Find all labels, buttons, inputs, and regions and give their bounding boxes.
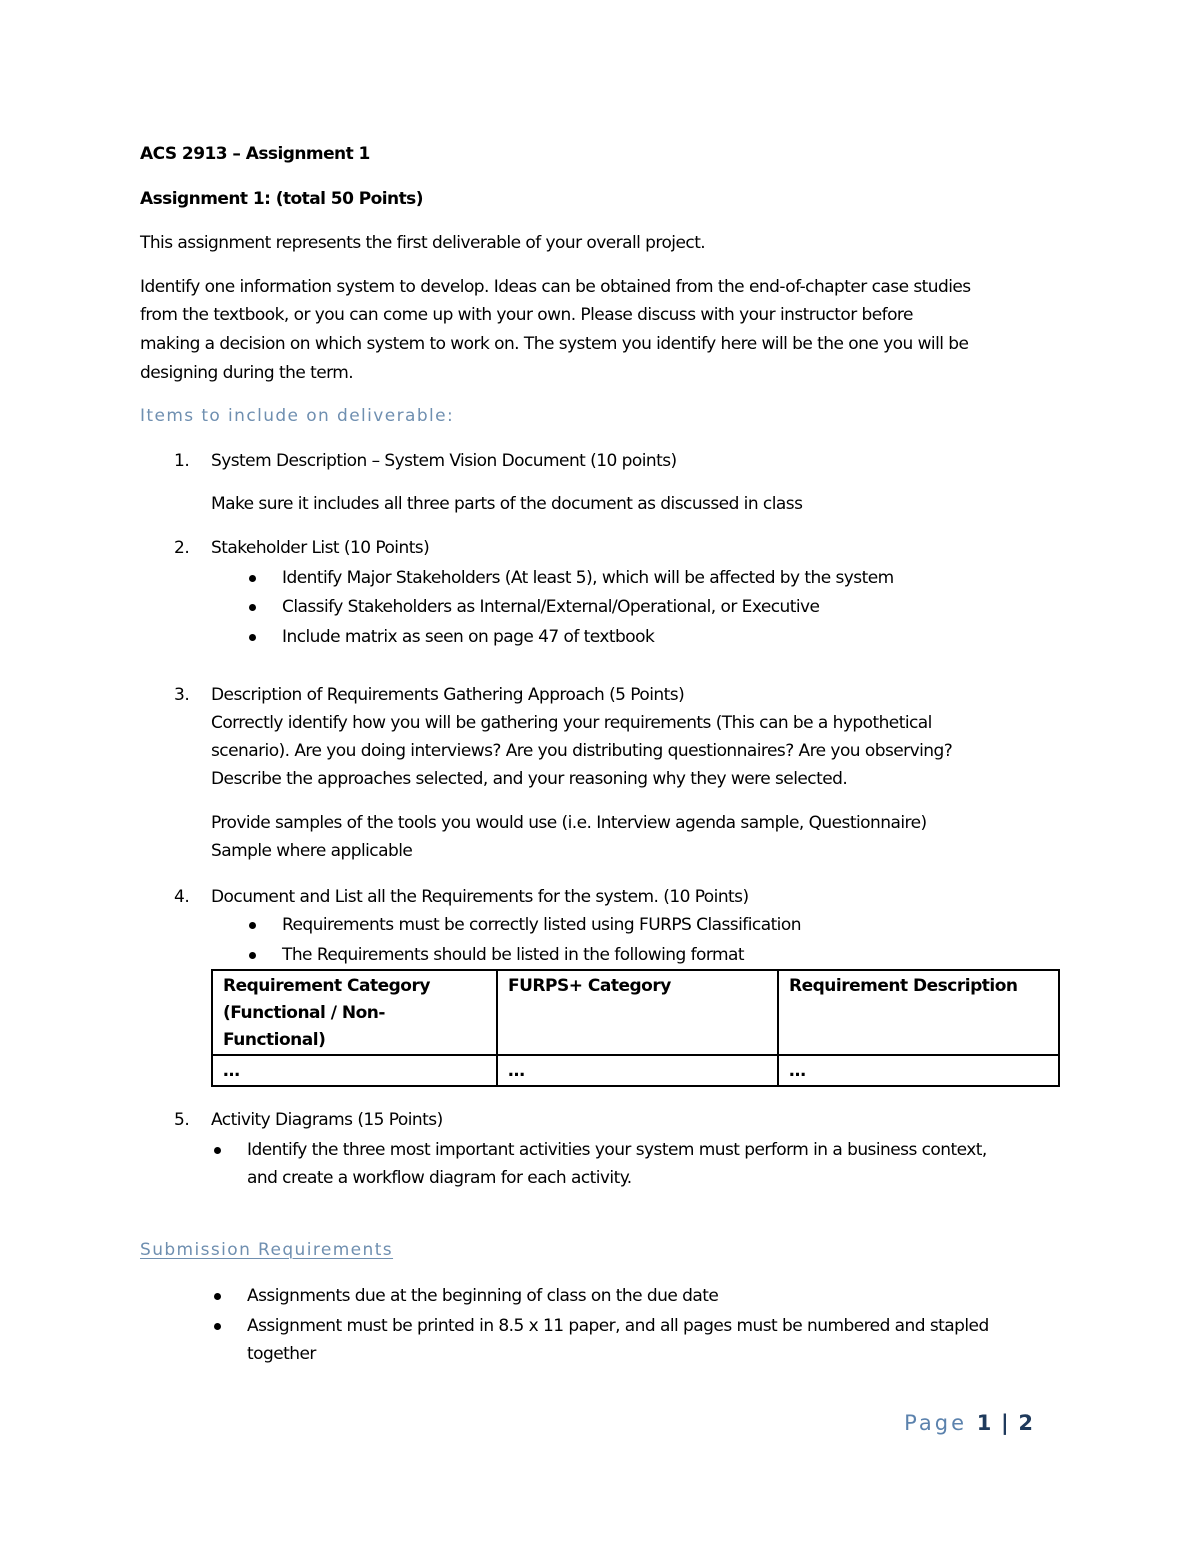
list-item: Include matrix as seen on page 47 of textbook bbox=[282, 627, 655, 647]
page-footer bbox=[904, 1411, 1033, 1435]
table-header-cell bbox=[212, 970, 497, 1055]
item-text-line: Describe the approaches selected, and your reasoning why they were selected. bbox=[211, 769, 848, 789]
list-item: Identify the three most important activities your system must perform in a business context, bbox=[247, 1140, 987, 1160]
item-number: 5. bbox=[174, 1110, 190, 1130]
bullet-icon bbox=[214, 1147, 221, 1154]
bullet-icon bbox=[249, 952, 256, 959]
paragraph-line: Identify one information system to develop. Ideas can be obtained from the end-of-chapter case studies bbox=[140, 277, 971, 297]
item-number: 3. bbox=[174, 685, 190, 705]
table-header-cell bbox=[497, 970, 778, 1055]
bullet-icon bbox=[249, 634, 256, 641]
header-line: Requirement Description bbox=[789, 976, 1018, 996]
table-header-cell bbox=[778, 970, 1059, 1055]
items-heading: Items to include on deliverable: bbox=[140, 406, 455, 426]
item-number: 4. bbox=[174, 887, 190, 907]
intro-text: This assignment represents the first deliverable of your overall project. bbox=[140, 233, 706, 253]
paragraph-line: designing during the term. bbox=[140, 363, 354, 383]
item-text-line: scenario). Are you doing interviews? Are you distributing questionnaires? Are you observing? bbox=[211, 741, 953, 761]
item-note: Make sure it includes all three parts of the document as discussed in class bbox=[211, 494, 803, 514]
header-line: Functional) bbox=[223, 1030, 326, 1050]
item-title: Document and List all the Requirements for the system. (10 Points) bbox=[211, 887, 749, 907]
header-line: FURPS+ Category bbox=[508, 976, 671, 996]
total-pages: 2 bbox=[1018, 1411, 1033, 1435]
bullet-icon bbox=[214, 1323, 221, 1330]
paragraph-line: making a decision on which system to work on. The system you identify here will be the one you will be bbox=[140, 334, 969, 354]
table-header-row bbox=[212, 970, 1059, 1055]
table-cell: … bbox=[212, 1055, 497, 1086]
paragraph-line: from the textbook, or you can come up with your own. Please discuss with your instructor before bbox=[140, 305, 913, 325]
bullet-icon bbox=[249, 922, 256, 929]
table-row bbox=[212, 1055, 1059, 1086]
page-word: Page bbox=[904, 1411, 968, 1435]
item-number: 2. bbox=[174, 538, 190, 558]
list-item: Requirements must be correctly listed using FURPS Classification bbox=[282, 915, 801, 935]
bullet-icon bbox=[214, 1293, 221, 1300]
item-title: Activity Diagrams (15 Points) bbox=[211, 1110, 443, 1130]
list-item: The Requirements should be listed in the following format bbox=[282, 945, 745, 965]
list-item: together bbox=[247, 1344, 316, 1364]
item-title: Stakeholder List (10 Points) bbox=[211, 538, 430, 558]
list-item: Assignment must be printed in 8.5 x 11 paper, and all pages must be numbered and stapled bbox=[247, 1316, 989, 1336]
assignment-subtitle: Assignment 1: (total 50 Points) bbox=[140, 189, 423, 209]
item-number: 1. bbox=[174, 451, 190, 471]
item-text-line: Provide samples of the tools you would use (i.e. Interview agenda sample, Questionnaire) bbox=[211, 813, 927, 833]
item-title: System Description – System Vision Document (10 points) bbox=[211, 451, 677, 471]
table-cell: … bbox=[778, 1055, 1059, 1086]
list-item: Identify Major Stakeholders (At least 5), which will be affected by the system bbox=[282, 568, 894, 588]
list-item: Assignments due at the beginning of class on the due date bbox=[247, 1286, 719, 1306]
item-text-line: Sample where applicable bbox=[211, 841, 413, 861]
item-text-line: Correctly identify how you will be gathering your requirements (This can be a hypothetical bbox=[211, 713, 932, 733]
page-number: 1 bbox=[976, 1411, 992, 1435]
submission-heading: Submission Requirements bbox=[140, 1240, 394, 1260]
page-separator: | bbox=[1001, 1411, 1009, 1435]
header-line: Requirement Category bbox=[223, 976, 430, 996]
list-item: Classify Stakeholders as Internal/External/Operational, or Executive bbox=[282, 597, 820, 617]
list-item: and create a workflow diagram for each activity. bbox=[247, 1168, 632, 1188]
requirements-table bbox=[211, 969, 1060, 1087]
bullet-icon bbox=[249, 604, 256, 611]
bullet-icon bbox=[249, 575, 256, 582]
header-line: (Functional / Non- bbox=[223, 1003, 385, 1023]
item-title: Description of Requirements Gathering Approach (5 Points) bbox=[211, 685, 685, 705]
table-cell: … bbox=[497, 1055, 778, 1086]
document-title: ACS 2913 – Assignment 1 bbox=[140, 144, 370, 164]
